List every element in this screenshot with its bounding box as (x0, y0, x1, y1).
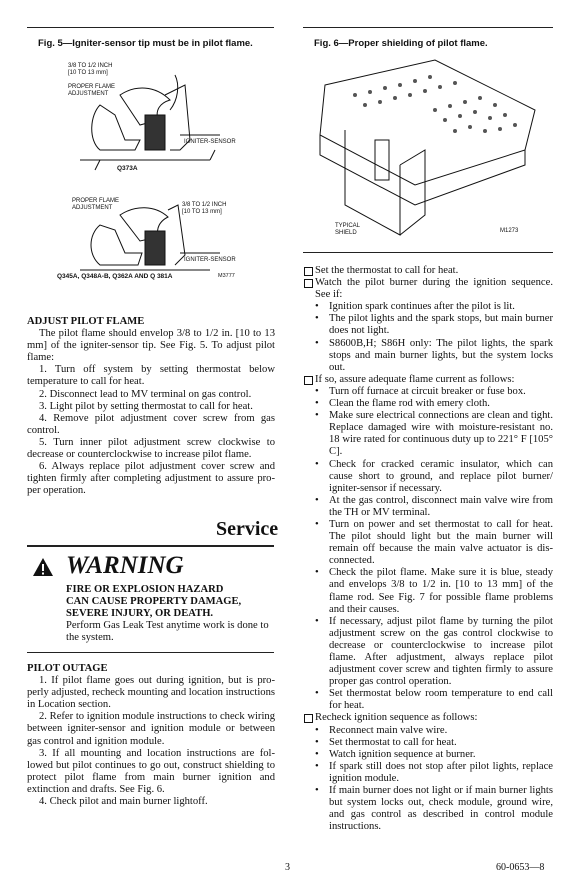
fig6-bottom-rule (303, 252, 553, 253)
list-item: • Ignition spark continues after the pilot is lit. (329, 301, 553, 313)
service-rule (27, 545, 274, 547)
fig6-shield-2: SHIELD (335, 230, 357, 236)
adjust-step: 1. Turn off system by setting thermostat below temperature to call for heat. (27, 364, 275, 388)
list-item: • Reconnect main valve wire. (329, 725, 553, 737)
fig6-diagram (315, 55, 550, 245)
adjust-step: 4. Remove pilot adjustment cover screw from gas control. (27, 412, 275, 436)
list-item: • Set thermostat below room temperature to end call for heat. (329, 688, 553, 712)
list-item: • If spark still does not stop after pilot lights, replace ignition module. (329, 761, 553, 785)
recheck-list (303, 725, 553, 834)
page-number: 3 (285, 862, 290, 873)
checkbox-item: Recheck ignition sequence as follows: (303, 712, 553, 724)
list-item: • If necessary, adjust pilot flame by turning the pilot adjustment screw on the gas control clockwise to decrease or counterclockwise to increase pilot flame. After adjustment, always replace pilot adjustment cover screw and tighten firmly to assure proper gas control operation. (329, 616, 553, 689)
outage-step: 4. Check pilot and main burner lightoff. (39, 796, 208, 808)
list-item: • Turn on power and set thermostat to call for heat. The pilot should light but the main burner will remain off because the main valve actuator is dis-connected. (329, 519, 553, 567)
fig5-bot-flame-2: ADJUSTMENT (72, 205, 113, 211)
list-item: • The pilot lights and the spark stops, but main burner does not light. (329, 313, 553, 337)
outage-step: 3. If all mounting and location instructions are fol-lowed but pilot continues to go out, construct shielding to protect pilot flame from main burner ignition and extinction and drafts. See Fig. 6. (27, 747, 275, 795)
outage-step: 2. Refer to ignition module instructions to check wiring between igniter-sensor and ignition module or between gas control and ignition module. (27, 711, 275, 747)
fig5-top-flame-1: PROPER FLAME (68, 84, 116, 90)
fig5-top-dim-2: [10 TO 13 mm] (68, 70, 108, 76)
fig6-burner-drawing (320, 60, 535, 235)
list-item: • Check the pilot flame. Make sure it is blue, steady and envelops 3/8 to 1/2 in. [10 to 13 mm] of the flame rod. See Fig. 7 for possible flame problems and their causes. (329, 567, 553, 615)
warning-rule (27, 652, 274, 653)
see-if-list (303, 301, 553, 374)
list-item: • Check for cracked ceramic insulator, which can cause short to ground, and replace pilot burner/ igniter-sensor if necessary. (329, 459, 553, 495)
fig5-top-sensor: IGNITER-SENSOR (184, 139, 236, 145)
hazard-line-2: CAN CAUSE PROPERTY DAMAGE, (66, 596, 242, 608)
checkbox-item: If so, assure adequate flame current as follows: (303, 374, 553, 386)
hazard-line-3: SEVERE INJURY, OR DEATH. (66, 608, 214, 620)
list-item: • Clean the flame rod with emery cloth. (329, 398, 553, 410)
list-item: • If main burner does not light or if main burner lights but system locks out, check module, ground wire, and gas control as described in control module instructions. (329, 785, 553, 833)
warning-title: WARNING (66, 552, 184, 579)
list-item: • Turn off furnace at circuit breaker or fuse box. (329, 386, 553, 398)
list-item: • S8600B,H; S86H only: The pilot lights, the spark stops and main burner lights, but the system locks out. (329, 338, 553, 374)
fig6-shield-1: TYPICAL (335, 223, 361, 229)
adjust-section (27, 316, 275, 497)
fig5-bot-dim-1: 3/8 TO 1/2 INCH (182, 202, 227, 208)
fig5-bottom-models: Q345A, Q348A-B, Q362A AND Q 381A (57, 273, 173, 280)
fig5-caption: Fig. 5—Igniter-sensor tip must be in pilot flame. (38, 38, 253, 49)
adjust-step: 5. Turn inner pilot adjustment screw clockwise to decrease or counterclockwise to increase pilot flame. (27, 436, 275, 461)
fig5-top-model: Q373A (117, 165, 138, 172)
adjust-intro: The pilot flame should envelop 3/8 to 1/2 in. [10 to 13 mm] of the igniter-sensor tip. See Fig. 5. To adjust pilot flame: (27, 328, 275, 364)
adjust-step: 3. Light pilot by setting thermostat to call for heat. (39, 400, 253, 412)
checkbox-item: Watch the pilot burner during the ignition sequence. See if: (303, 277, 553, 301)
outage-heading: PILOT OUTAGE (27, 663, 108, 674)
fig5-code: M3777 (218, 273, 235, 279)
fig6-caption: Fig. 6—Proper shielding of pilot flame. (314, 38, 488, 49)
list-item: • Watch ignition sequence at burner. (329, 749, 553, 761)
doc-number: 60-0653—8 (496, 862, 545, 873)
list-item: • Set thermostat to call for heat. (329, 737, 553, 749)
fig5-bot-sensor: IGNITER-SENSOR (184, 257, 236, 263)
checkbox-item: Set the thermostat to call for heat. (303, 265, 553, 277)
outage-step: 1. If pilot flame goes out during ignition, but is pro-perly adjusted, recheck mounting and location instructions in Location section. (27, 675, 276, 711)
adjust-heading: ADJUST PILOT FLAME (27, 316, 145, 327)
fig5-top-dim-1: 3/8 TO 1/2 INCH (68, 63, 113, 69)
fig5-top-flame-2: ADJUSTMENT (68, 91, 109, 97)
warning-box (66, 584, 276, 644)
list-item: • At the gas control, disconnect main valve wire from the TH or MV terminal. (329, 495, 553, 519)
top-rule-right (303, 27, 553, 28)
fig5-bot-dim-2: [10 TO 13 mm] (182, 209, 222, 215)
fig5-diagram (60, 55, 290, 285)
outage-section (27, 663, 275, 808)
hazard-line-1: FIRE OR EXPLOSION HAZARD (66, 584, 224, 595)
adjust-step: 6. Always replace pilot adjustment cover screw and tighten firmly after completing adjustment to assure pro-per operation. (27, 461, 275, 497)
adjust-step: 2. Disconnect lead to MV terminal on gas control. (39, 388, 252, 400)
fig5-bot-flame-1: PROPER FLAME (72, 198, 120, 204)
fig6-burner-ports (353, 75, 517, 133)
list-item: • Make sure electrical connections are clean and tight. Replace damaged wire with moisture-resistant no. 18 wire rated for continuous duty up to 221° F [105° C]. (329, 410, 553, 458)
right-column (303, 265, 553, 833)
service-title: Service (216, 518, 279, 540)
warning-text: Perform Gas Leak Test anytime work is done to the system. (66, 620, 269, 644)
fig6-code: M1273 (500, 228, 519, 234)
top-rule-left (27, 27, 274, 28)
flame-current-list (303, 386, 553, 713)
warning-triangle-icon (32, 557, 54, 577)
